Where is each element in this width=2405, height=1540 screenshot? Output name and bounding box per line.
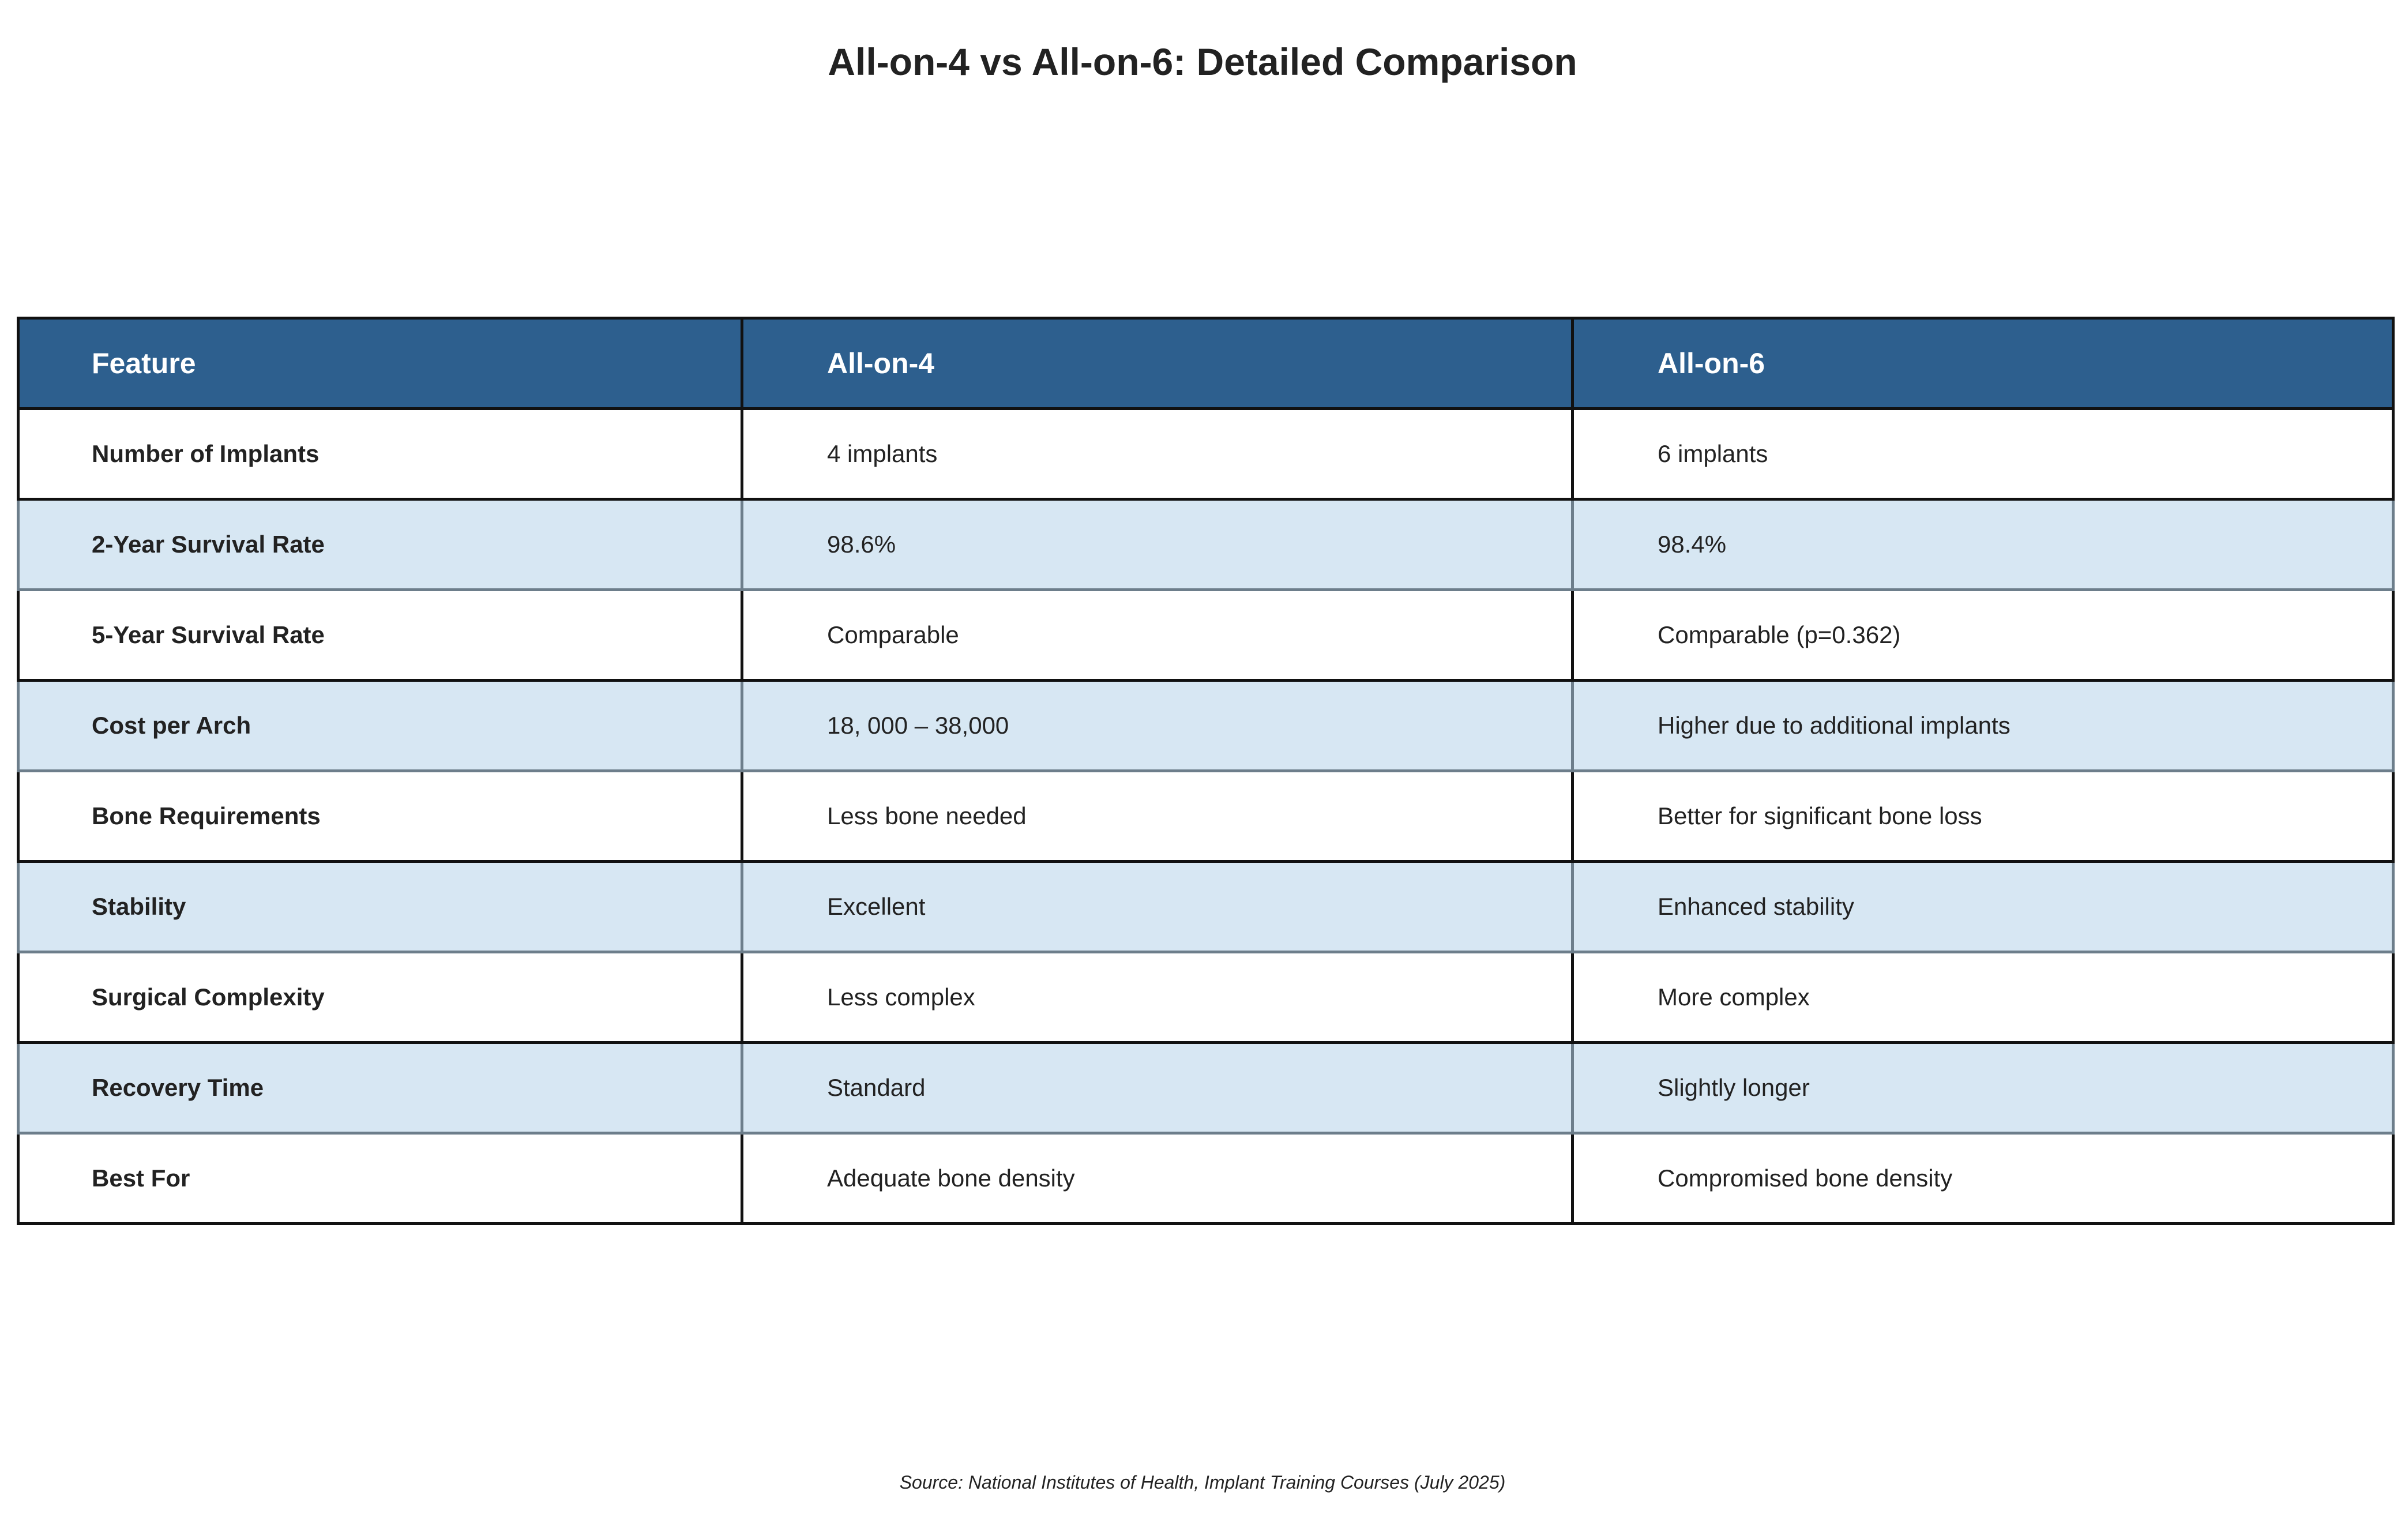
feature-cell: Cost per Arch — [18, 681, 742, 771]
table-row — [18, 681, 2393, 771]
table-row — [18, 499, 2393, 590]
source-note: Source: National Institutes of Health, Implant Training Courses (July 2025) — [899, 1472, 1506, 1493]
all-on-4-cell: Excellent — [742, 862, 1573, 952]
header-all-on-6: All-on-6 — [1573, 318, 2393, 409]
all-on-4-cell: Less complex — [742, 952, 1573, 1043]
page-title: All-on-4 vs All-on-6: Detailed Comparison — [828, 40, 1577, 83]
feature-cell: Surgical Complexity — [18, 952, 742, 1043]
table-row — [18, 862, 2393, 952]
table-row — [18, 1043, 2393, 1133]
all-on-6-cell: Compromised bone density — [1573, 1133, 2393, 1224]
all-on-6-cell: Enhanced stability — [1573, 862, 2393, 952]
all-on-6-cell: 98.4% — [1573, 499, 2393, 590]
all-on-4-cell: Adequate bone density — [742, 1133, 1573, 1224]
table-header-row — [18, 318, 2393, 409]
all-on-6-cell: 6 implants — [1573, 409, 2393, 499]
all-on-4-cell: 18, 000 – 38,000 — [742, 681, 1573, 771]
header-feature: Feature — [18, 318, 742, 409]
all-on-4-cell: Less bone needed — [742, 771, 1573, 862]
all-on-6-cell: Slightly longer — [1573, 1043, 2393, 1133]
table-row — [18, 409, 2393, 499]
feature-cell: Stability — [18, 862, 742, 952]
feature-cell: Recovery Time — [18, 1043, 742, 1133]
all-on-4-cell: Standard — [742, 1043, 1573, 1133]
comparison-table-container — [17, 317, 2392, 1225]
all-on-4-cell: Comparable — [742, 590, 1573, 681]
table-row — [18, 952, 2393, 1043]
all-on-6-cell: Higher due to additional implants — [1573, 681, 2393, 771]
header-all-on-4: All-on-4 — [742, 318, 1573, 409]
all-on-4-cell: 4 implants — [742, 409, 1573, 499]
all-on-4-cell: 98.6% — [742, 499, 1573, 590]
all-on-6-cell: More complex — [1573, 952, 2393, 1043]
feature-cell: Best For — [18, 1133, 742, 1224]
all-on-6-cell: Comparable (p=0.362) — [1573, 590, 2393, 681]
table-row — [18, 1133, 2393, 1224]
feature-cell: Number of Implants — [18, 409, 742, 499]
feature-cell: Bone Requirements — [18, 771, 742, 862]
all-on-6-cell: Better for significant bone loss — [1573, 771, 2393, 862]
feature-cell: 2-Year Survival Rate — [18, 499, 742, 590]
feature-cell: 5-Year Survival Rate — [18, 590, 742, 681]
comparison-table — [17, 317, 2395, 1225]
table-row — [18, 771, 2393, 862]
table-row — [18, 590, 2393, 681]
